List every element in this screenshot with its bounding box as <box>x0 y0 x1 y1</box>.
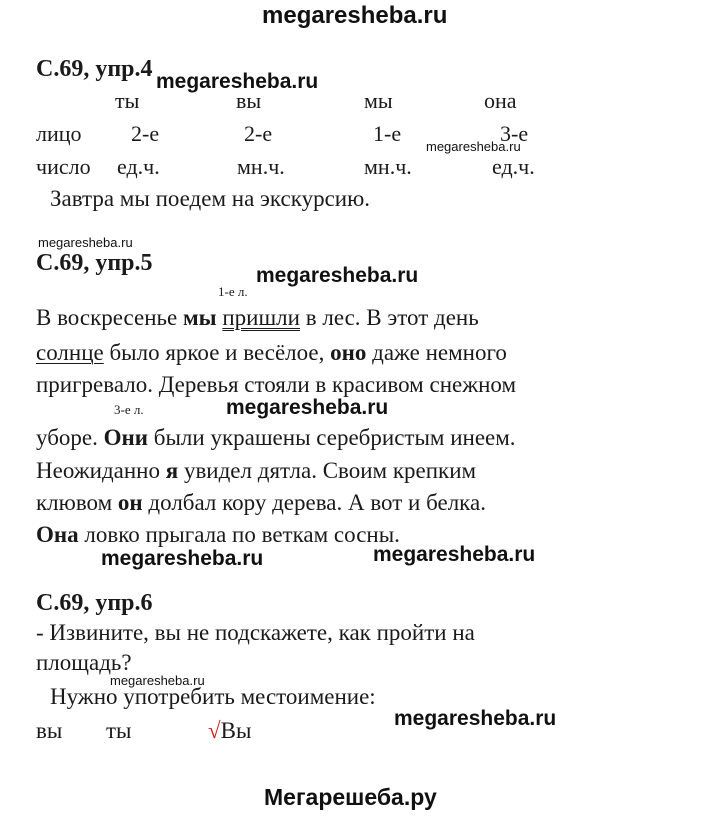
text: было яркое и весёлое, <box>103 340 331 365</box>
ex5-note-third-person: 3-е л. <box>114 402 144 417</box>
text: в лес. В этот день <box>299 305 479 330</box>
ex4-number-3: мн.ч. <box>364 154 412 179</box>
ex6-answer <box>208 718 251 744</box>
ex4-person-3: 1-е <box>373 121 402 146</box>
text: Неожиданно <box>36 458 166 483</box>
text: клювом <box>36 490 118 515</box>
ex4-heading: С.69, упр.4 <box>36 56 153 82</box>
watermark: megaresheba.ru <box>426 139 521 154</box>
watermark: megaresheba.ru <box>110 673 205 688</box>
ex6-line-3: Нужно употребить местоимение: <box>50 684 376 709</box>
pronoun-bold: он <box>117 490 143 515</box>
ex4-row-number-label: число <box>36 154 91 179</box>
ex4-number-4: ед.ч. <box>492 154 535 179</box>
ex4-person-2: 2-е <box>244 121 273 146</box>
watermark: megaresheba.ru <box>373 543 536 566</box>
text: были украшены серебристым инеем. <box>148 425 516 450</box>
text: увидел дятла. Своим крепким <box>178 458 477 483</box>
ex4-pronoun-1: ты <box>115 88 140 113</box>
ex4-sentence: Завтра мы поедем на экскурсию. <box>50 186 371 211</box>
ex6-heading: С.69, упр.6 <box>36 590 153 616</box>
watermark: megaresheba.ru <box>256 264 419 287</box>
site-watermark-bottom: Мегарешеба.ру <box>264 784 437 810</box>
ex4-pronoun-2: вы <box>236 88 262 113</box>
predicate-underlined: пришли <box>222 305 300 330</box>
text: уборе. <box>36 425 104 450</box>
text: ловко прыгала по веткам сосны. <box>78 522 400 547</box>
ex4-person-1: 2-е <box>131 121 160 146</box>
ex4-number-1: ед.ч. <box>117 154 160 179</box>
ex5-line-4 <box>36 425 516 451</box>
ex4-row-person-label: лицо <box>36 121 82 146</box>
watermark: megaresheba.ru <box>226 396 389 419</box>
watermark: megaresheba.ru <box>38 235 133 250</box>
pronoun-bold: оно <box>330 340 367 365</box>
watermark: megaresheba.ru <box>394 707 557 730</box>
ex4-person-4: 3-е <box>500 121 529 146</box>
pronoun-bold: Она <box>36 522 79 547</box>
ex5-heading: С.69, упр.5 <box>36 250 153 276</box>
ex5-line-5 <box>36 458 476 484</box>
pronoun-bold: мы <box>182 305 217 330</box>
text: В воскресенье <box>36 305 183 330</box>
pronoun-bold: Они <box>103 425 149 450</box>
ex5-line-6 <box>36 490 486 516</box>
ex6-option-2: ты <box>106 718 132 743</box>
answer-text: Вы <box>220 718 252 743</box>
ex5-line-1 <box>36 305 479 331</box>
watermark: megaresheba.ru <box>156 70 319 93</box>
ex6-option-1: вы <box>36 718 63 743</box>
ex4-pronoun-4: она <box>484 88 517 113</box>
text: даже немного <box>366 340 507 365</box>
ex5-line-2 <box>36 340 507 366</box>
text: долбал кору дерева. А вот и белка. <box>142 490 486 515</box>
watermark: megaresheba.ru <box>101 547 264 570</box>
ex5-line-7 <box>36 522 400 548</box>
site-watermark-top: megaresheba.ru <box>262 2 448 29</box>
subject-underlined: солнце <box>36 340 104 365</box>
check-mark-icon: √ <box>208 718 221 743</box>
ex5-line-3: пригревало. Деревья стояли в красивом снежном <box>36 372 517 397</box>
ex6-line-1: - Извините, вы не подскажете, как пройти на <box>36 620 475 645</box>
pronoun-bold: я <box>165 458 179 483</box>
ex4-number-2: мн.ч. <box>237 154 285 179</box>
ex5-note-first-person: 1-е л. <box>218 284 248 299</box>
ex6-line-2: площадь? <box>36 650 132 675</box>
ex4-pronoun-3: мы <box>364 88 393 113</box>
